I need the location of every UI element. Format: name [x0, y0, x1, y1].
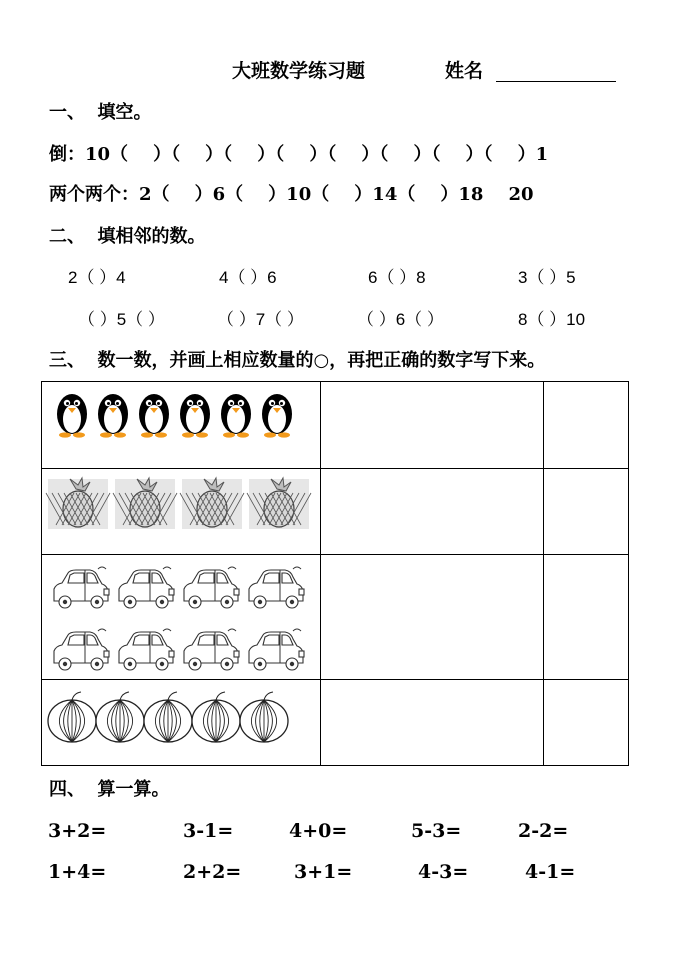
section2-heading: 二、 填相邻的数。 — [49, 226, 206, 247]
equation: 4+0= — [289, 820, 348, 842]
neighbor-item: （ ）7（ ） — [217, 310, 304, 329]
count-by-twos-line: 两个两个：2（ ）6（ ）10（ ）14（ ）18 20 — [49, 184, 534, 205]
counting-table — [41, 381, 629, 766]
penguin-icon — [180, 394, 210, 438]
penguin-icon-illustration — [42, 382, 320, 468]
picture-cell — [42, 555, 321, 680]
equation: 3+2= — [48, 820, 107, 842]
car-icon — [184, 629, 239, 670]
neighbor-item: 4（ ）6 — [219, 268, 277, 287]
equation: 2+2= — [183, 861, 242, 883]
answer-number-cell[interactable] — [544, 469, 629, 555]
picture-cell — [42, 680, 321, 766]
penguin-icon — [262, 394, 292, 438]
neighbor-item: 3（ ）5 — [518, 268, 576, 287]
car-icon — [249, 567, 304, 608]
name-blank-line[interactable] — [496, 81, 616, 82]
table-row — [42, 680, 629, 766]
section1-heading: 一、 填空。 — [49, 102, 152, 123]
neighbor-item: （ ）5（ ） — [78, 310, 165, 329]
section3-heading: 三、 数一数，并画上相应数量的○，再把正确的数字写下来。 — [49, 350, 546, 371]
car-icon — [54, 629, 109, 670]
neighbor-item: 2（ ）4 — [68, 268, 126, 287]
car-icon — [249, 629, 304, 670]
table-row — [42, 382, 629, 469]
penguin-icon — [98, 394, 128, 438]
watermelon-icon — [96, 692, 144, 742]
equation: 2-2= — [518, 820, 569, 842]
circle-drawing-cell[interactable] — [321, 555, 544, 680]
table-row — [42, 555, 629, 680]
watermelon-group — [42, 680, 320, 765]
equation: 4-3= — [418, 861, 469, 883]
car-icon — [119, 629, 174, 670]
watermelon-icon — [144, 692, 192, 742]
pineapple-icon-illustration — [42, 469, 320, 554]
watermelon-icon-illustration — [42, 680, 320, 765]
car-group — [42, 555, 320, 679]
watermelon-icon — [240, 692, 288, 742]
page-title: 大班数学练习题 — [232, 60, 366, 82]
penguin-group — [42, 382, 320, 468]
pineapple-icon — [180, 478, 244, 529]
equation: 4-1= — [525, 861, 576, 883]
circle-drawing-cell[interactable] — [321, 680, 544, 766]
pineapple-group — [42, 469, 320, 554]
watermelon-icon — [48, 692, 96, 742]
section4-heading: 四、 算一算。 — [49, 779, 170, 800]
answer-number-cell[interactable] — [544, 382, 629, 469]
neighbor-item: （ ）6（ ） — [357, 310, 444, 329]
car-icon-illustration — [42, 555, 320, 679]
penguin-icon — [57, 394, 87, 438]
picture-cell — [42, 382, 321, 469]
neighbor-item: 8（ ）10 — [518, 310, 586, 329]
name-label: 姓名 — [445, 60, 484, 82]
equation: 1+4= — [48, 861, 107, 883]
pineapple-icon — [113, 478, 177, 529]
circle-drawing-cell[interactable] — [321, 469, 544, 555]
pineapple-icon — [46, 478, 110, 529]
picture-cell — [42, 469, 321, 555]
car-icon — [184, 567, 239, 608]
pineapple-icon — [247, 478, 311, 529]
circle-drawing-cell[interactable] — [321, 382, 544, 469]
equation: 5-3= — [411, 820, 462, 842]
car-icon — [54, 567, 109, 608]
answer-number-cell[interactable] — [544, 555, 629, 680]
penguin-icon — [221, 394, 251, 438]
equation: 3+1= — [294, 861, 353, 883]
watermelon-icon — [192, 692, 240, 742]
penguin-icon — [139, 394, 169, 438]
countdown-line: 倒：10（ ）（ ）（ ）（ ）（ ）（ ）（ ）（ ）1 — [49, 144, 549, 165]
car-icon — [119, 567, 174, 608]
equation: 3-1= — [183, 820, 234, 842]
answer-number-cell[interactable] — [544, 680, 629, 766]
table-row — [42, 469, 629, 555]
neighbor-item: 6（ ）8 — [368, 268, 426, 287]
